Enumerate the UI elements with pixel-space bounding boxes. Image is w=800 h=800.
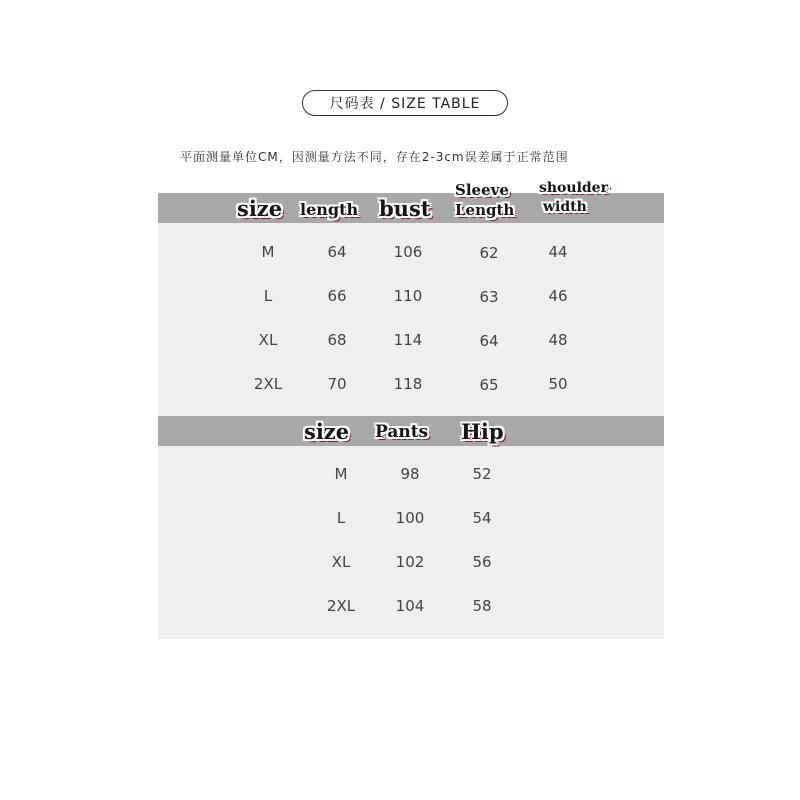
top-row-4-length: 70 <box>327 375 347 393</box>
top-row-4-bust: 118 <box>393 375 423 393</box>
top-row-4-shoulder: 50 <box>548 375 568 393</box>
top-row-4-size: 2XL <box>253 375 283 393</box>
top-row-3-length: 68 <box>327 331 347 349</box>
bottom-row-3-pants: 102 <box>395 553 425 571</box>
bottom-row-1-hip: 52 <box>472 465 492 483</box>
header-shoulder: shoulder <box>539 180 608 196</box>
top-row-3-sleeve: 64 <box>479 332 499 350</box>
bottom-row-1-size: M <box>334 465 348 483</box>
bottom-row-3-hip: 56 <box>472 553 492 571</box>
header-sleeve-length: Length <box>455 201 515 219</box>
bottom-row-1-pants: 98 <box>400 465 420 483</box>
top-row-3-shoulder: 48 <box>548 331 568 349</box>
bottom-row-4-hip: 58 <box>472 597 492 615</box>
bottom-row-4-size: 2XL <box>326 597 356 615</box>
header-shoulder-width: width <box>543 199 587 215</box>
top-row-3-bust: 114 <box>393 331 423 349</box>
top-row-1-size: M <box>261 243 275 261</box>
top-row-2-bust: 110 <box>393 287 423 305</box>
size-table-title: 尺码表 / SIZE TABLE <box>302 90 508 116</box>
top-row-4-sleeve: 65 <box>479 376 499 394</box>
header-hip: Hip <box>461 419 504 444</box>
bottom-row-2-hip: 54 <box>472 509 492 527</box>
top-row-1-length: 64 <box>327 243 347 261</box>
top-row-3-size: XL <box>258 331 278 349</box>
top-row-2-size: L <box>263 287 273 305</box>
bottom-row-2-pants: 100 <box>395 509 425 527</box>
top-row-2-sleeve: 63 <box>479 288 499 306</box>
top-row-1-shoulder: 44 <box>548 243 568 261</box>
header-size: size <box>237 196 283 221</box>
bottom-row-4-pants: 104 <box>395 597 425 615</box>
header-sleeve: Sleeve <box>455 181 509 199</box>
top-row-1-bust: 106 <box>393 243 423 261</box>
header-bust: bust <box>379 196 431 221</box>
header-length: length <box>300 200 359 219</box>
bottom-row-3-size: XL <box>331 553 351 571</box>
top-row-1-sleeve: 62 <box>479 244 499 262</box>
header-pants-size: size <box>304 419 350 444</box>
measurement-note: 平面测量单位CM，因测量方法不同，存在2-3cm误差属于正常范围 <box>180 150 569 164</box>
top-row-2-length: 66 <box>327 287 347 305</box>
header-pants: Pants <box>375 422 429 442</box>
bottom-row-2-size: L <box>336 509 346 527</box>
top-row-2-shoulder: 46 <box>548 287 568 305</box>
